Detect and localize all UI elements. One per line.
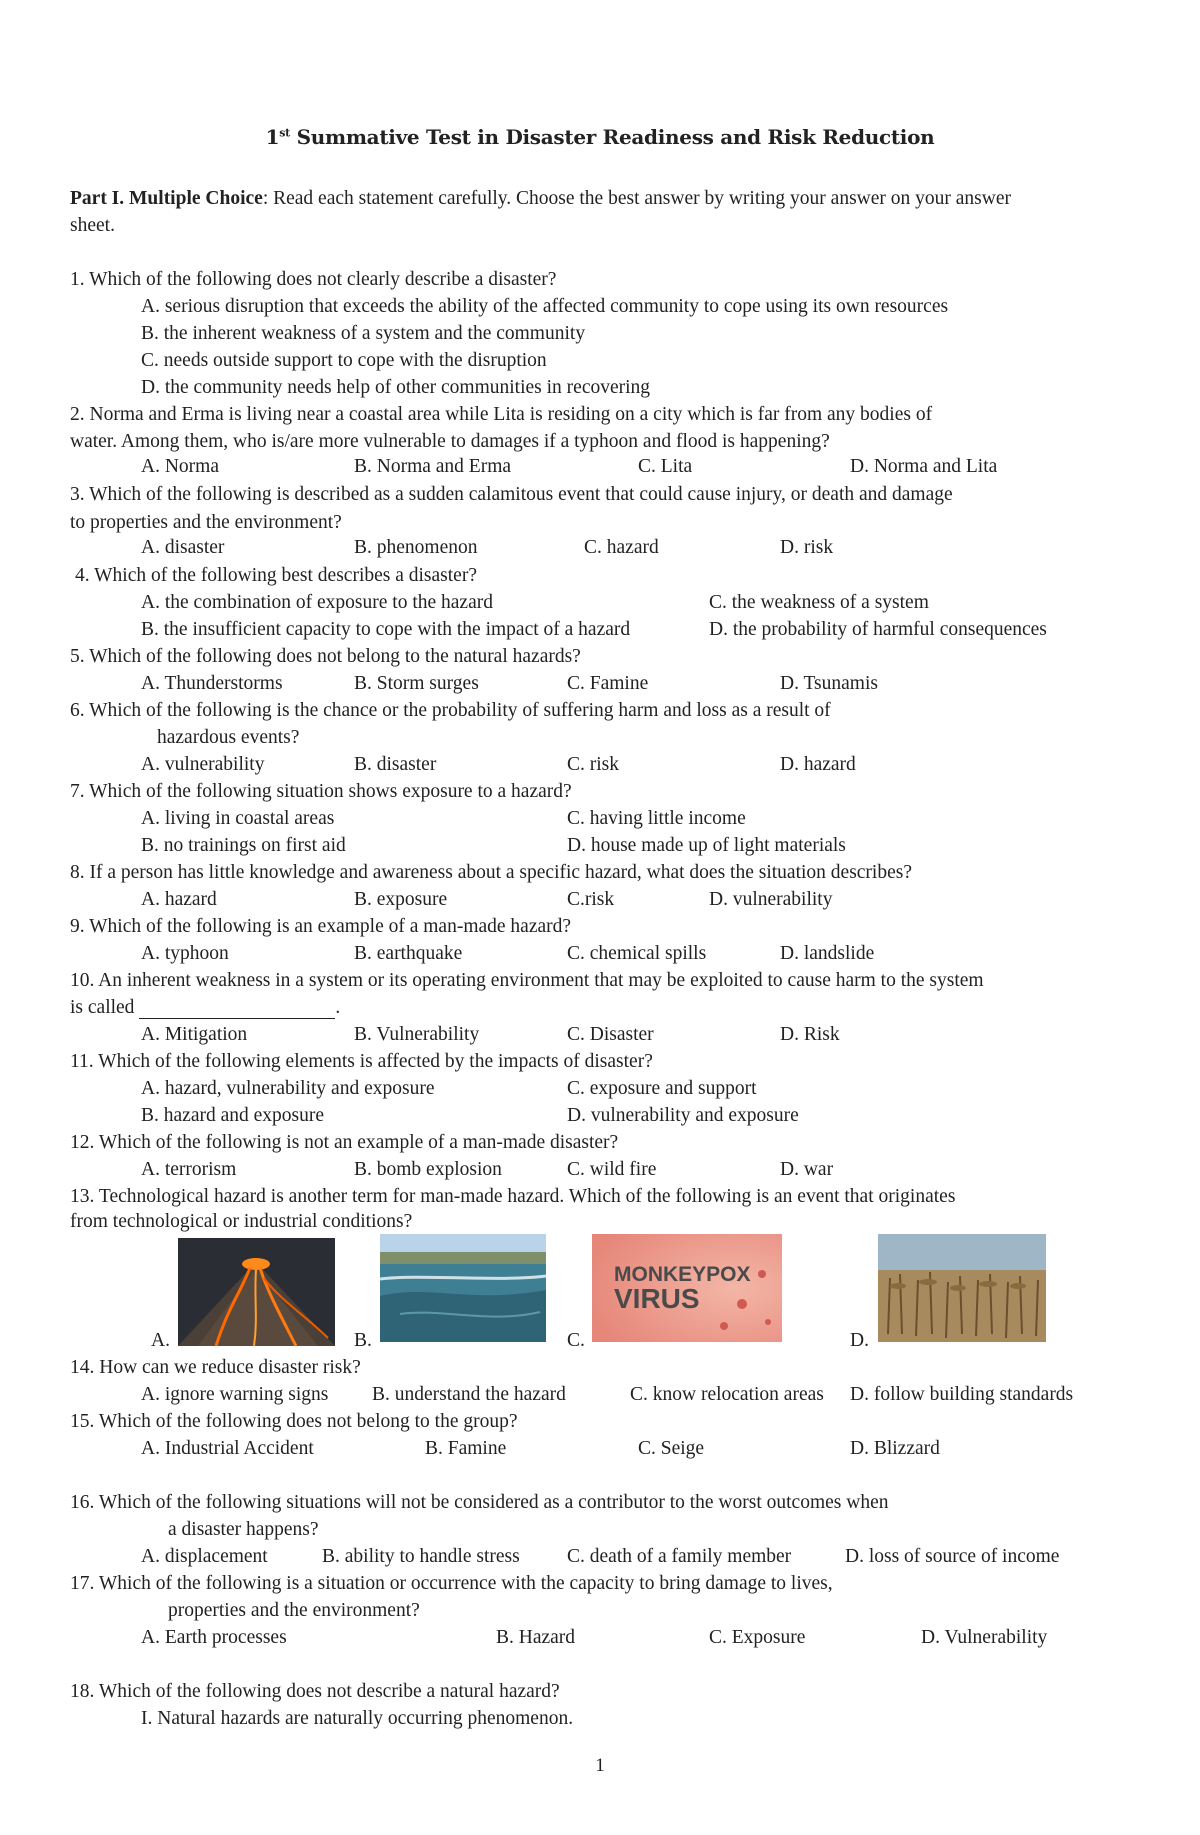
option-b: B. Famine	[425, 1438, 507, 1459]
option-a: A. the combination of exposure to the hazard	[141, 592, 493, 613]
instructions-line-1: Part I. Multiple Choice: Read each statement carefully. Choose the best answer by writing your answer on your answer	[70, 188, 1011, 209]
option-d: D. follow building standards	[850, 1384, 1074, 1405]
option-d: D. vulnerability	[709, 889, 833, 910]
option-b: B. earthquake	[354, 943, 463, 964]
question-stem: 10. An inherent weakness in a system or its operating environment that may be exploited to cause harm to the system	[70, 970, 984, 991]
option-b: B. exposure	[354, 889, 448, 910]
question-stem: 11. Which of the following elements is affected by the impacts of disaster?	[70, 1051, 653, 1072]
option-b: B. phenomenon	[354, 537, 478, 558]
coastal-water-illustration	[380, 1234, 546, 1342]
volcano-image	[178, 1238, 335, 1346]
option-a: A. ignore warning signs	[141, 1384, 329, 1405]
option-c: C. risk	[567, 754, 620, 775]
question-stem: 13. Technological hazard is another term for man-made hazard. Which of the following is an event that originates	[70, 1186, 956, 1207]
option-b: B. the inherent weakness of a system and the community	[141, 323, 586, 344]
option-b: B. disaster	[354, 754, 437, 775]
option-b: B. understand the hazard	[372, 1384, 566, 1405]
virus-title-2: VIRUS	[614, 1283, 700, 1314]
option-a: A. serious disruption that exceeds the ability of the affected community to cope using its own resources	[141, 296, 949, 317]
question-stem: 17. Which of the following is a situation or occurrence with the capacity to bring damage to lives,	[70, 1573, 833, 1594]
page-title: 1st Summative Test in Disaster Readiness and Risk Reduction	[265, 125, 935, 149]
question-stem: 1. Which of the following does not clearly describe a disaster?	[70, 269, 557, 290]
option-a: A. vulnerability	[141, 754, 265, 775]
option-d: D. Risk	[780, 1024, 840, 1045]
option-c: C. Famine	[567, 673, 649, 694]
question-stem-cont: a disaster happens?	[168, 1519, 319, 1540]
option-a: A. displacement	[141, 1546, 268, 1567]
option-c: C. needs outside support to cope with the disruption	[141, 350, 547, 371]
question-stem: 16. Which of the following situations will not be considered as a contributor to the worst outcomes when	[70, 1492, 889, 1513]
option-d: D. loss of source of income	[845, 1546, 1060, 1567]
option-a: A. terrorism	[141, 1159, 237, 1180]
option-b: B. Norma and Erma	[354, 456, 512, 477]
option-d: D. the probability of harmful consequences	[709, 619, 1047, 640]
option-c: C. chemical spills	[567, 943, 707, 964]
option-c: C. Lita	[638, 456, 693, 477]
option-d: D. war	[780, 1159, 834, 1180]
option-c: C. Disaster	[567, 1024, 654, 1045]
volcano-illustration	[178, 1238, 335, 1346]
question-stem-cont: properties and the environment?	[168, 1600, 420, 1621]
question-stem: 6. Which of the following is the chance or the probability of suffering harm and loss as a result of	[70, 700, 831, 721]
option-c: C. Seige	[638, 1438, 705, 1459]
option-a: A. disaster	[141, 537, 225, 558]
image-label-a: A.	[151, 1330, 170, 1351]
option-c: C. having little income	[567, 808, 746, 829]
option-a: A. Norma	[141, 456, 219, 477]
option-a: A. hazard, vulnerability and exposure	[141, 1078, 435, 1099]
option-c: C.risk	[567, 889, 615, 910]
drought-field-image	[878, 1234, 1046, 1342]
statement-i: I. Natural hazards are naturally occurring phenomenon.	[141, 1708, 574, 1729]
question-stem: 14. How can we reduce disaster risk?	[70, 1357, 361, 1378]
option-c: C. exposure and support	[567, 1078, 757, 1099]
option-d: D. Blizzard	[850, 1438, 940, 1459]
question-stem: 3. Which of the following is described as a sudden calamitous event that could cause injury, or death and damage	[70, 484, 953, 505]
option-d: D. Norma and Lita	[850, 456, 998, 477]
part-label: Part I. Multiple Choice	[70, 188, 263, 209]
question-stem-cont: water. Among them, who is/are more vulnerable to damages if a typhoon and flood is happening?	[70, 431, 830, 452]
option-d: D. risk	[780, 537, 834, 558]
option-b: B. no trainings on first aid	[141, 835, 346, 856]
option-b: B. bomb explosion	[354, 1159, 502, 1180]
option-c: C. hazard	[584, 537, 659, 558]
monkeypox-virus-image	[592, 1234, 782, 1342]
option-b: B. ability to handle stress	[322, 1546, 520, 1567]
option-a: A. Industrial Accident	[141, 1438, 314, 1459]
question-stem: 18. Which of the following does not describe a natural hazard?	[70, 1681, 560, 1702]
option-b: B. the insufficient capacity to cope with the impact of a hazard	[141, 619, 631, 640]
question-stem-cont: from technological or industrial conditions?	[70, 1211, 413, 1232]
drought-illustration	[878, 1234, 1046, 1342]
option-b: B. Vulnerability	[354, 1024, 480, 1045]
option-c: C. Exposure	[709, 1627, 806, 1648]
option-d: D. hazard	[780, 754, 856, 775]
option-c: C. wild fire	[567, 1159, 657, 1180]
image-label-b: B.	[354, 1330, 372, 1351]
instructions-line-2: sheet.	[70, 215, 115, 236]
question-stem-cont: is called .	[70, 997, 341, 1018]
question-stem: 9. Which of the following is an example of a man-made hazard?	[70, 916, 572, 937]
option-c: C. the weakness of a system	[709, 592, 929, 613]
option-a: A. living in coastal areas	[141, 808, 335, 829]
option-d: D. Tsunamis	[780, 673, 878, 694]
option-c: C. death of a family member	[567, 1546, 792, 1567]
question-stem: 8. If a person has little knowledge and awareness about a specific hazard, what does the situation describes?	[70, 862, 912, 883]
question-stem-cont: to properties and the environment?	[70, 512, 342, 533]
option-a: A. Earth processes	[141, 1627, 287, 1648]
option-d: D. house made up of light materials	[567, 835, 846, 856]
question-stem: 12. Which of the following is not an example of a man-made disaster?	[70, 1132, 619, 1153]
question-stem: 5. Which of the following does not belong to the natural hazards?	[70, 646, 581, 667]
option-d: D. vulnerability and exposure	[567, 1105, 799, 1126]
option-a: A. Mitigation	[141, 1024, 248, 1045]
option-b: B. Hazard	[496, 1627, 576, 1648]
option-a: A. typhoon	[141, 943, 229, 964]
option-a: A. hazard	[141, 889, 217, 910]
answer-blank	[139, 1002, 335, 1019]
option-b: B. hazard and exposure	[141, 1105, 325, 1126]
image-label-d: D.	[850, 1330, 869, 1351]
option-d: D. Vulnerability	[921, 1627, 1048, 1648]
virus-title-1: MONKEYPOX	[614, 1263, 751, 1286]
coastal-water-image	[380, 1234, 546, 1342]
option-a: A. Thunderstorms	[141, 673, 283, 694]
question-stem: 15. Which of the following does not belong to the group?	[70, 1411, 518, 1432]
option-c: C. know relocation areas	[630, 1384, 824, 1405]
option-b: B. Storm surges	[354, 673, 479, 694]
question-stem: 7. Which of the following situation shows exposure to a hazard?	[70, 781, 572, 802]
option-d: D. the community needs help of other communities in recovering	[141, 377, 651, 398]
question-stem: 4. Which of the following best describes a disaster?	[75, 565, 477, 586]
image-label-c: C.	[567, 1330, 585, 1351]
question-stem-cont: hazardous events?	[157, 727, 300, 748]
question-stem: 2. Norma and Erma is living near a coastal area while Lita is residing on a city which is far from any bodies of	[70, 404, 933, 425]
option-d: D. landslide	[780, 943, 875, 964]
page-number: 1	[595, 1755, 605, 1776]
